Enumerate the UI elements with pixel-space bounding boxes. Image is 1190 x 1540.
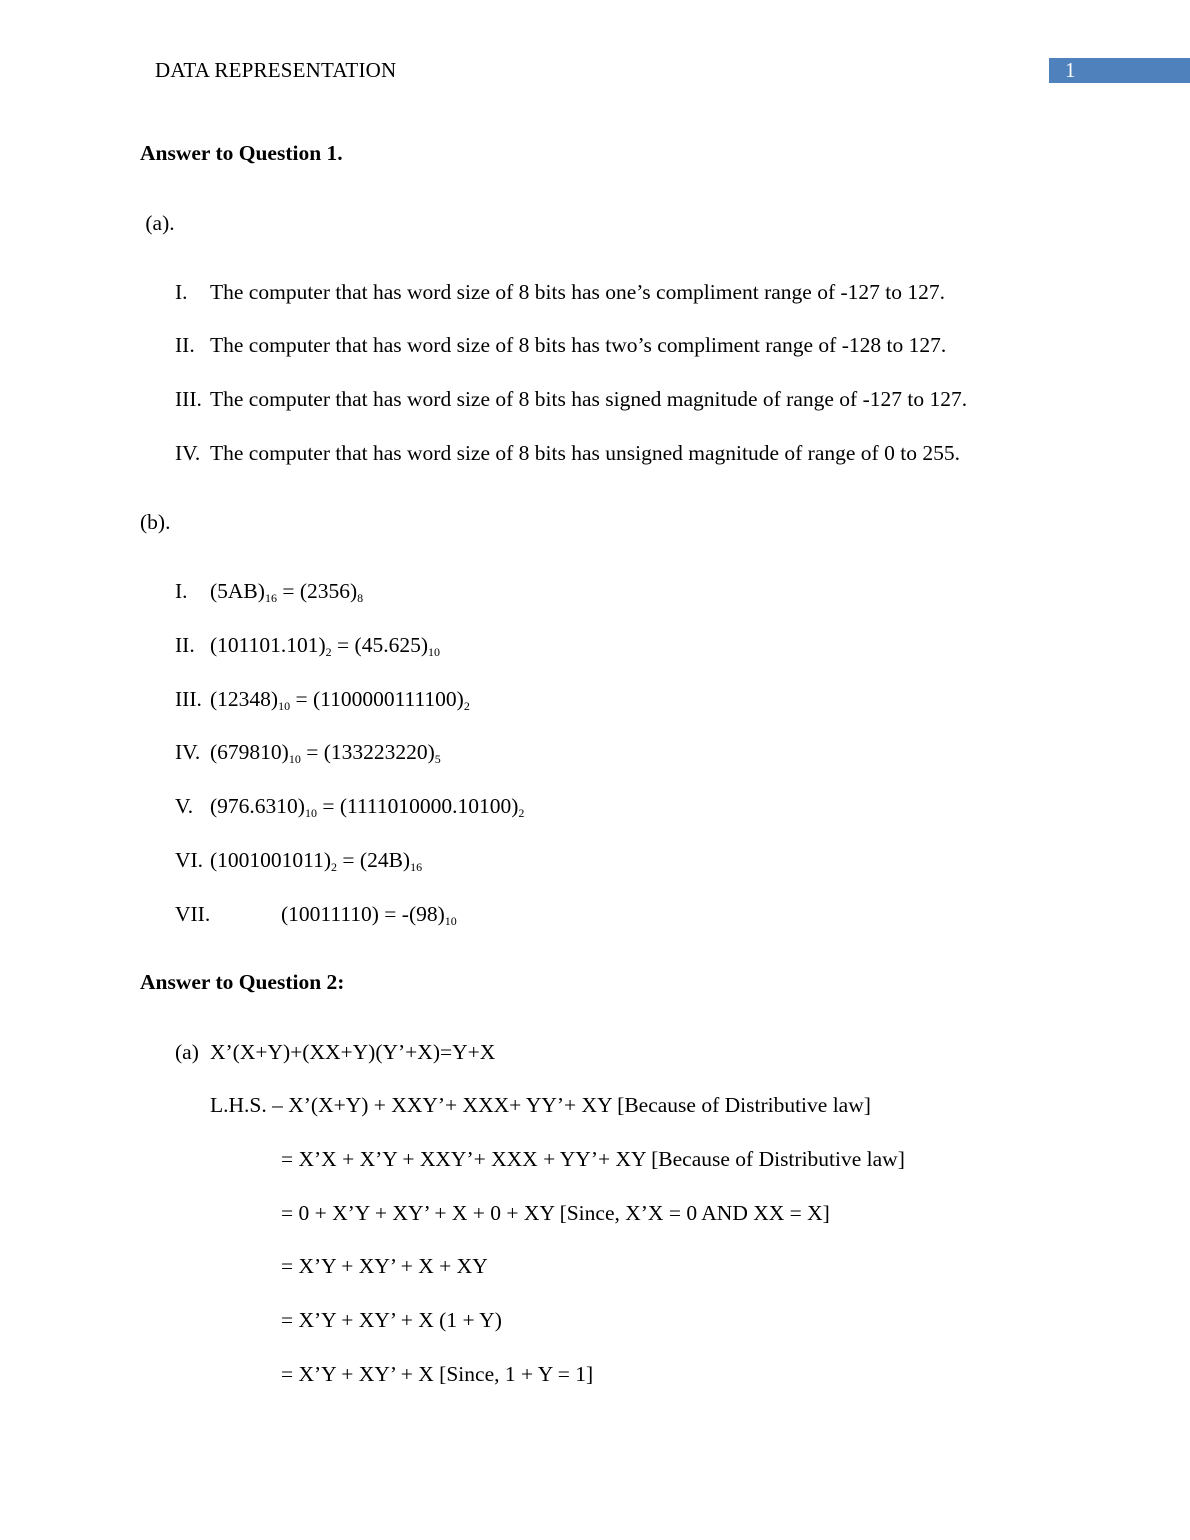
q1b-conversion-7: $(10011110) = -(98)_{10}$ [281, 902, 457, 928]
q1a-item-4-number: IV. [175, 441, 201, 465]
page-number: 1 [1065, 58, 1076, 82]
q1b-conversion-5: $(976.6310)_{10} = (1111010000.10100)_2$ [210, 794, 525, 820]
q1b-conversion-2: $(101101.101)_2 = (45.625)_{10}$ [210, 633, 440, 659]
q1a-item-2-text: The computer that has word size of 8 bits has two’s compliment range of -128 to 127. [210, 333, 947, 357]
q1a-item-4-text: The computer that has word size of 8 bits has unsigned magnitude of range of 0 to 255. [210, 441, 960, 465]
q2a-step-2: = 0 + X’Y + XY’ + X + 0 + XY [Since, X’X = 0 AND XX = X] [281, 1201, 830, 1225]
q2a-equation: X’(X+Y)+(XX+Y)(Y’+X)=Y+X [210, 1040, 496, 1064]
q1a-item-1-number: I. [175, 280, 188, 304]
q1a-item-2-number: II. [175, 333, 195, 357]
q1b-item-6-number: VI. [175, 848, 204, 872]
q1b-item-2-number: II. [175, 633, 195, 657]
q1a-item-1-text: The computer that has word size of 8 bits has one’s compliment range of -127 to 127. [210, 280, 946, 304]
running-header-title: DATA REPRESENTATION [155, 58, 397, 82]
q1b-item-5-number: V. [175, 794, 194, 818]
q1b-conversion-3: $(12348)_{10} = (1100000111100)_2$ [210, 687, 470, 713]
q1b-item-7-number: VII. [175, 902, 211, 926]
q1-part-b-label: (b). [140, 510, 171, 534]
q2a-step-3: = X’Y + XY’ + X + XY [281, 1254, 488, 1278]
q2-heading: Answer to Question 2: [140, 970, 345, 994]
q1b-item-3-number: III. [175, 687, 202, 711]
q2a-step-4: = X’Y + XY’ + X (1 + Y) [281, 1308, 502, 1332]
q1-heading: Answer to Question 1. [140, 141, 343, 165]
q1-part-a-label: (a). [140, 211, 175, 235]
q2-part-a-label: (a) [175, 1040, 199, 1064]
q2a-step-5: = X’Y + XY’ + X [Since, 1 + Y = 1] [281, 1362, 594, 1386]
q1b-conversion-4: $(679810)_{10} = (133223220)_5$ [210, 740, 441, 766]
q1b-item-4-number: IV. [175, 740, 201, 764]
q1a-item-3-number: III. [175, 387, 202, 411]
page-number-badge [1049, 58, 1190, 83]
q1b-conversion-1: $(5AB)_{16} = (2356)_8$ [210, 579, 364, 605]
q2a-step-1: = X’X + X’Y + XXY’+ XXX + YY’+ XY [Because of Distributive law] [281, 1147, 905, 1171]
q2a-lhs-expansion: L.H.S. – X’(X+Y) + XXY’+ XXX+ YY’+ XY [Because of Distributive law] [210, 1093, 871, 1117]
q1a-item-3-text: The computer that has word size of 8 bits has signed magnitude of range of -127 to 127. [210, 387, 968, 411]
q1b-conversion-6: $(1001001011)_2 = (24B)_{16}$ [210, 848, 423, 874]
q1b-item-1-number: I. [175, 579, 188, 603]
